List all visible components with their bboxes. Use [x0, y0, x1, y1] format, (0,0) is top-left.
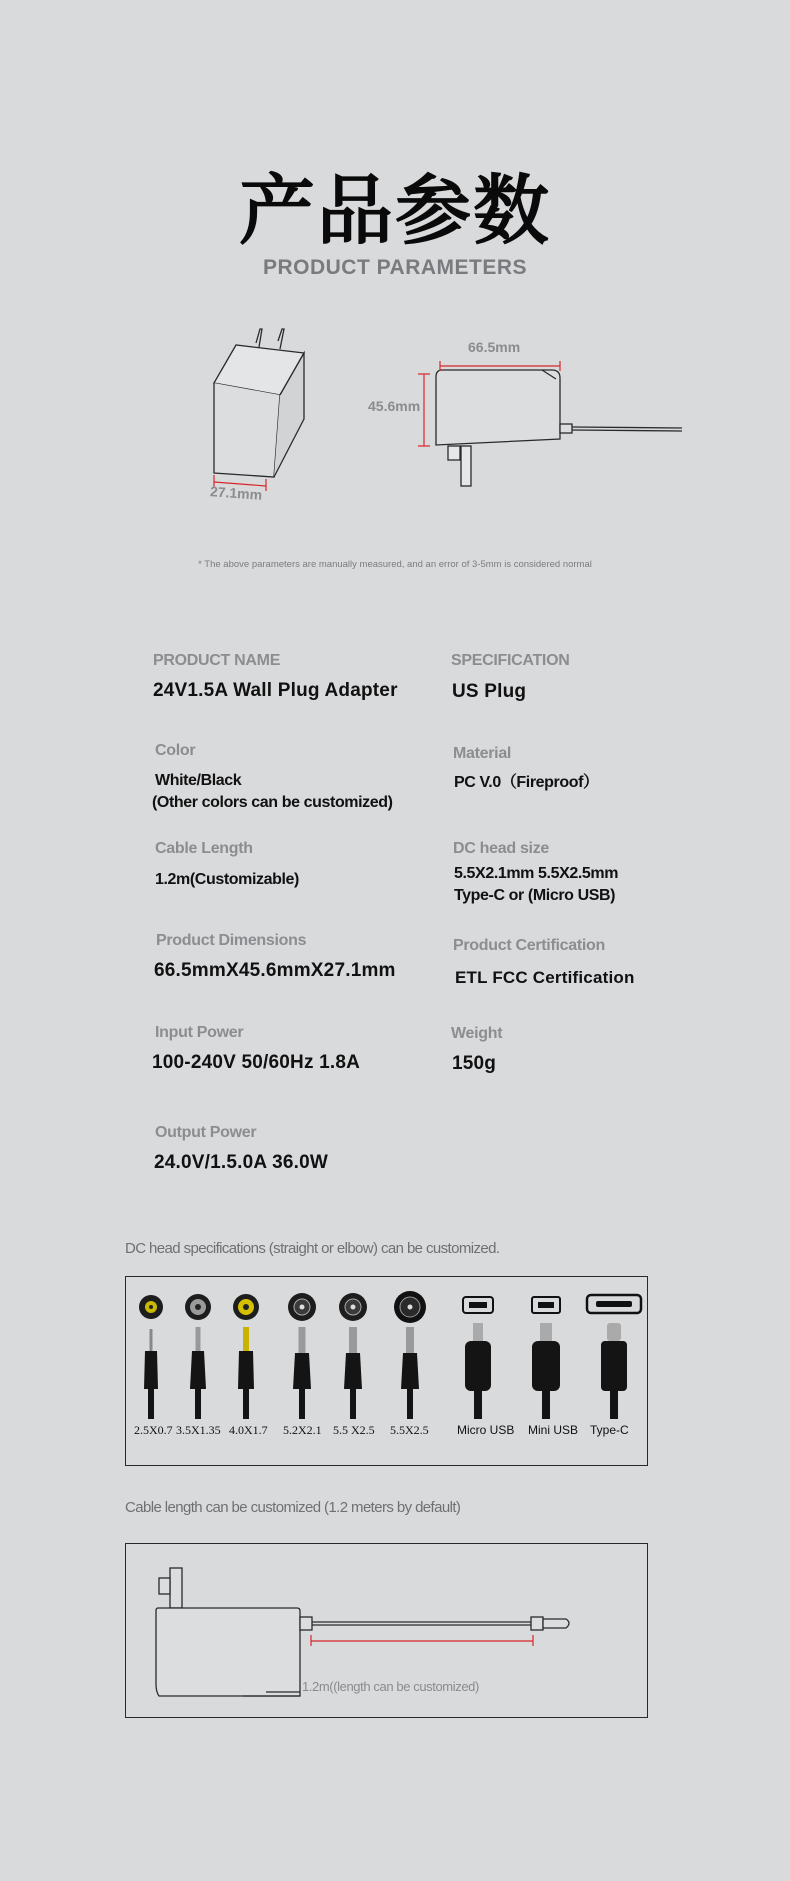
spec-value-cable-length: 1.2m(Customizable): [155, 871, 299, 888]
spec-label-product-name: PRODUCT NAME: [153, 652, 281, 669]
cable-section-caption: Cable length can be customized (1.2 meters by default): [125, 1499, 461, 1516]
dc-head-3-5x1-35: [185, 1294, 211, 1419]
spec-label-weight: Weight: [451, 1025, 503, 1042]
spec-value-product-name: 24V1.5A Wall Plug Adapter: [153, 680, 398, 701]
dc-head-5-2x2-1: [288, 1293, 316, 1419]
spec-value-input-power: 100-240V 50/60Hz 1.8A: [152, 1052, 361, 1073]
spec-value-dc-head-line2: Type-C or (Micro USB): [454, 887, 616, 904]
page-title-en: PRODUCT PARAMETERS: [262, 256, 528, 279]
spec-label-output-power: Output Power: [155, 1124, 257, 1141]
adapter-front-view: [436, 370, 682, 486]
adapter-side-view: [214, 329, 304, 477]
connector-label-5: 5.5 X2.5: [333, 1423, 375, 1437]
width-label: 66.5mm: [468, 339, 521, 355]
spec-label-color: Color: [155, 742, 196, 759]
spec-value-certification: ETL FCC Certification: [455, 968, 635, 987]
micro-usb-connector: [463, 1297, 493, 1419]
spec-label-input-power: Input Power: [155, 1024, 244, 1041]
connector-label-1: 2.5X0.7: [134, 1423, 173, 1437]
connector-label-mini-usb: Mini USB: [528, 1423, 579, 1437]
spec-value-material: PC V.0（Fireproof）: [454, 774, 599, 791]
cable-length-panel: [125, 1543, 648, 1718]
height-label: 45.6mm: [368, 398, 421, 414]
connector-label-4: 5.2X2.1: [283, 1423, 322, 1437]
spec-label-certification: Product Certification: [453, 937, 605, 954]
connector-label-type-c: Type-C: [590, 1423, 629, 1437]
page-title-cn: 产品参数: [239, 166, 551, 255]
spec-label-dc-head-size: DC head size: [453, 840, 549, 857]
spec-label-specification: SPECIFICATION: [451, 652, 570, 669]
dc-head-2-5x0-7: [139, 1295, 163, 1419]
dc-head-5-5x2-5-a: [339, 1293, 367, 1419]
spec-value-product-dimensions: 66.5mmX45.6mmX27.1mm: [154, 960, 396, 981]
length-dimension: [311, 1635, 533, 1646]
depth-label: 27.1mm: [209, 483, 263, 503]
dc-section-caption: DC head specifications (straight or elbow) can be customized.: [125, 1240, 500, 1257]
spec-value-color-line2: (Other colors can be customized): [152, 794, 393, 811]
cable-length-label: 1.2m((length can be customized): [302, 1679, 479, 1694]
dc-head-5-5x2-5-b: [394, 1291, 426, 1419]
type-c-connector: [587, 1295, 641, 1419]
spec-value-specification: US Plug: [452, 681, 527, 702]
spec-value-dc-head-line1: 5.5X2.1mm 5.5X2.5mm: [454, 865, 619, 882]
measurement-note: * The above parameters are manually measured, and an error of 3-5mm is considered normal: [198, 559, 592, 570]
connector-label-3: 4.0X1.7: [229, 1423, 268, 1437]
spec-value-color-line1: White/Black: [155, 772, 242, 789]
connector-label-micro-usb: Micro USB: [457, 1423, 515, 1437]
dc-head-4-0x1-7: [233, 1294, 259, 1419]
dc-connector-panel: [125, 1276, 648, 1466]
connector-label-2: 3.5X1.35: [176, 1423, 221, 1437]
mini-usb-connector: [532, 1297, 560, 1419]
dimension-drawing: [0, 315, 790, 515]
spec-label-cable-length: Cable Length: [155, 840, 253, 857]
connector-label-6: 5.5X2.5: [390, 1423, 429, 1437]
spec-label-product-dimensions: Product Dimensions: [156, 932, 307, 949]
spec-value-weight: 150g: [452, 1053, 497, 1074]
spec-value-output-power: 24.0V/1.5.0A 36.0W: [154, 1152, 328, 1173]
spec-label-material: Material: [453, 745, 512, 762]
